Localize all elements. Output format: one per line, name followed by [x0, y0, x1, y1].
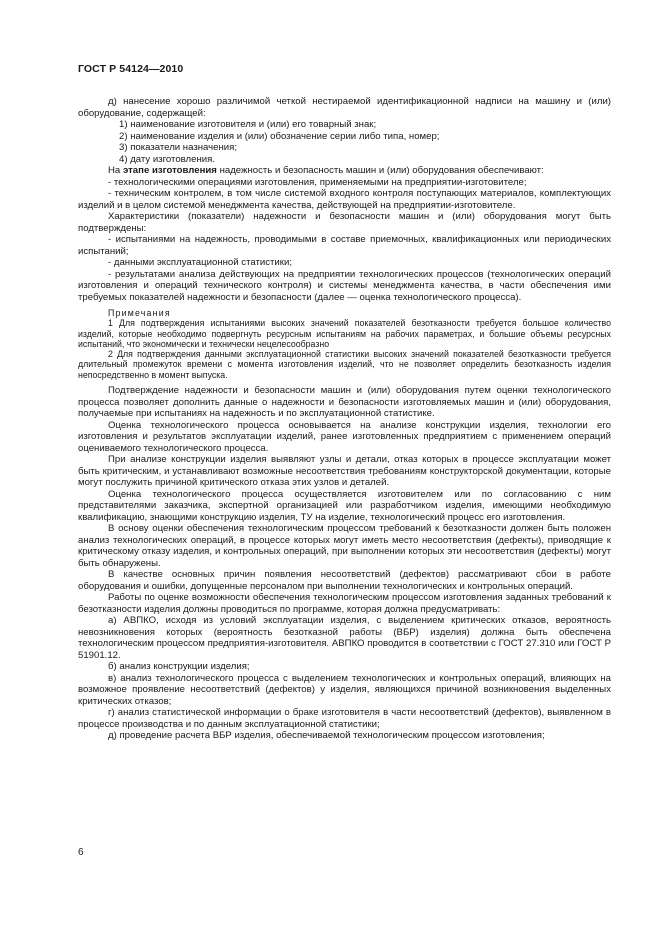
paragraph: Работы по оценке возможности обеспечения технологическим процессом изготовления заданных требований к безотказности изделия должны проводиться по программе, которая должна предусматривать:	[78, 592, 611, 615]
text-run: На	[108, 165, 121, 176]
paragraph: При анализе конструкции изделия выявляют узлы и детали, отказ которых в процессе эксплуатации может быть критическим, и устанавливают возможные несоответствия требованиям конструкторской документации, которые могут послужить причиной критического отказа этих узлов и деталей.	[78, 454, 611, 489]
paragraph: В основу оценки обеспечения технологическим процессом требований к безотказности должен быть положен анализ технологических операций, в процессе которых могут иметь место несоответствия (дефекты), приводящие к критическому отказу изделия, и контрольных операций, при выполнении которых эти несоответствия (дефекты) могут быть обнаружены.	[78, 523, 611, 569]
page-body	[78, 96, 611, 742]
list-item: в) анализ технологического процесса с выделением технологических и контрольных операций, влияющих на возможное проявление несоответствий (дефектов) у изделия, являющихся причиной возникновения выделенных критических отказов;	[78, 672, 611, 707]
document-header: ГОСТ Р 54124—2010	[78, 63, 184, 75]
list-item: г) анализ статистической информации о браке изготовителя в части несоответствий (дефектов), выявленном в процессе производства и по данным эксплуатационной статистики;	[78, 707, 611, 730]
note: 1 Для подтверждения испытаниями высоких значений показателей безотказности требуется большое количество изделий, которые необходимо подвергнуть ресурсным испытаниям на рабочих параметрах, и большие объемы ресурсных испытаний, что экономически и технически нецелесообразно	[78, 318, 611, 349]
note: 2 Для подтверждения данными эксплуатационной статистики высоких значений показателей безотказности требуется длительный промежуток времени с момента изготовления изделий, что не позволяет определить безотказность изделия непосредственно в момент выпуска.	[78, 349, 611, 380]
list-item: д) проведение расчета ВБР изделия, обеспечиваемой технологическим процессом изготовления;	[108, 730, 545, 742]
paragraph: Подтверждение надежности и безопасности машин и (или) оборудования путем оценки технологического процесса позволяет дополнить данные о надежности и безопасности изготовляемых машин и (или) оборудования, получаемые при испытаниях на надежность и по эксплуатационной статистике.	[78, 385, 611, 420]
text-run: надежность и безопасность машин и (или) оборудования обеспечивают:	[219, 165, 544, 176]
paragraph: д) нанесение хорошо различимой четкой нестираемой идентификационной надписи на машину и (или) оборудование, содержащей:	[78, 96, 611, 119]
paragraph: Характеристики (показатели) надежности и безопасности машин и (или) оборудования могут быть подтверждены:	[78, 211, 611, 234]
list-item: 2) наименование изделия и (или) обозначение серии либо типа, номер;	[119, 130, 440, 142]
dash-item: - техническим контролем, в том числе системой входного контроля поступающих материалов, комплектующих изделий и в целом системой менеджмента качества, действующей на предприятии-изготовителе.	[78, 188, 611, 211]
dash-item: - испытаниями на надежность, проводимыми в составе приемочных, квалификационных или периодических испытаний;	[78, 234, 611, 257]
list-item: а) АВПКО, исходя из условий эксплуатации изделия, с выделением критических отказов, вероятность невозникновения которых (вероятность безотказной работы (ВБР) изделия) должна быть обеспечена технологическим процессом предприятия-изготовителя. АВПКО проводится в соответствии с ГОСТ 27.310 или ГОСТ Р 51901.12.	[78, 615, 611, 661]
list-item: б) анализ конструкции изделия;	[108, 661, 250, 673]
dash-item: - технологическими операциями изготовления, применяемыми на предприятии-изготовителе;	[108, 176, 527, 188]
list-item: 4) дату изготовления.	[119, 153, 216, 165]
notes-title: Примечания	[108, 308, 171, 318]
emphasis-text: этапе изготовления	[122, 165, 217, 176]
paragraph	[78, 165, 611, 177]
page-number: 6	[78, 847, 84, 858]
paragraph: В качестве основных причин появления несоответствий (дефектов) рассматривают сбои в работе оборудования и ошибки, допущенные персоналом при выполнении технологических и контрольных операций.	[78, 569, 611, 592]
dash-item: - данными эксплуатационной статистики;	[108, 257, 293, 268]
paragraph: Оценка технологического процесса осуществляется изготовителем или по согласованию с ним представителями заказчика, экспертной организацией или разработчиком изделия, имеющими необходимую квалификацию, знающими конструкцию изделия, ТУ на изделие, технологический процесс его изготовления.	[78, 488, 611, 523]
list-item: 3) показатели назначения;	[119, 142, 238, 153]
paragraph: Оценка технологического процесса основывается на анализе конструкции изделия, технологии его изготовления и результатов эксплуатации изделий, ранее изготовленных предприятием с применением операций оцениваемого технологического процесса.	[78, 419, 611, 454]
list-item: 1) наименование изготовителя и (или) его товарный знак;	[119, 119, 377, 130]
dash-item: - результатами анализа действующих на предприятии технологических процессов (технологических операций изготовления и операций технического контроля) и системы менеджмента качества, в части обеспечения ими требуемых показателей надежности и безопасности (далее — оценка технологического процесса).	[78, 268, 611, 303]
